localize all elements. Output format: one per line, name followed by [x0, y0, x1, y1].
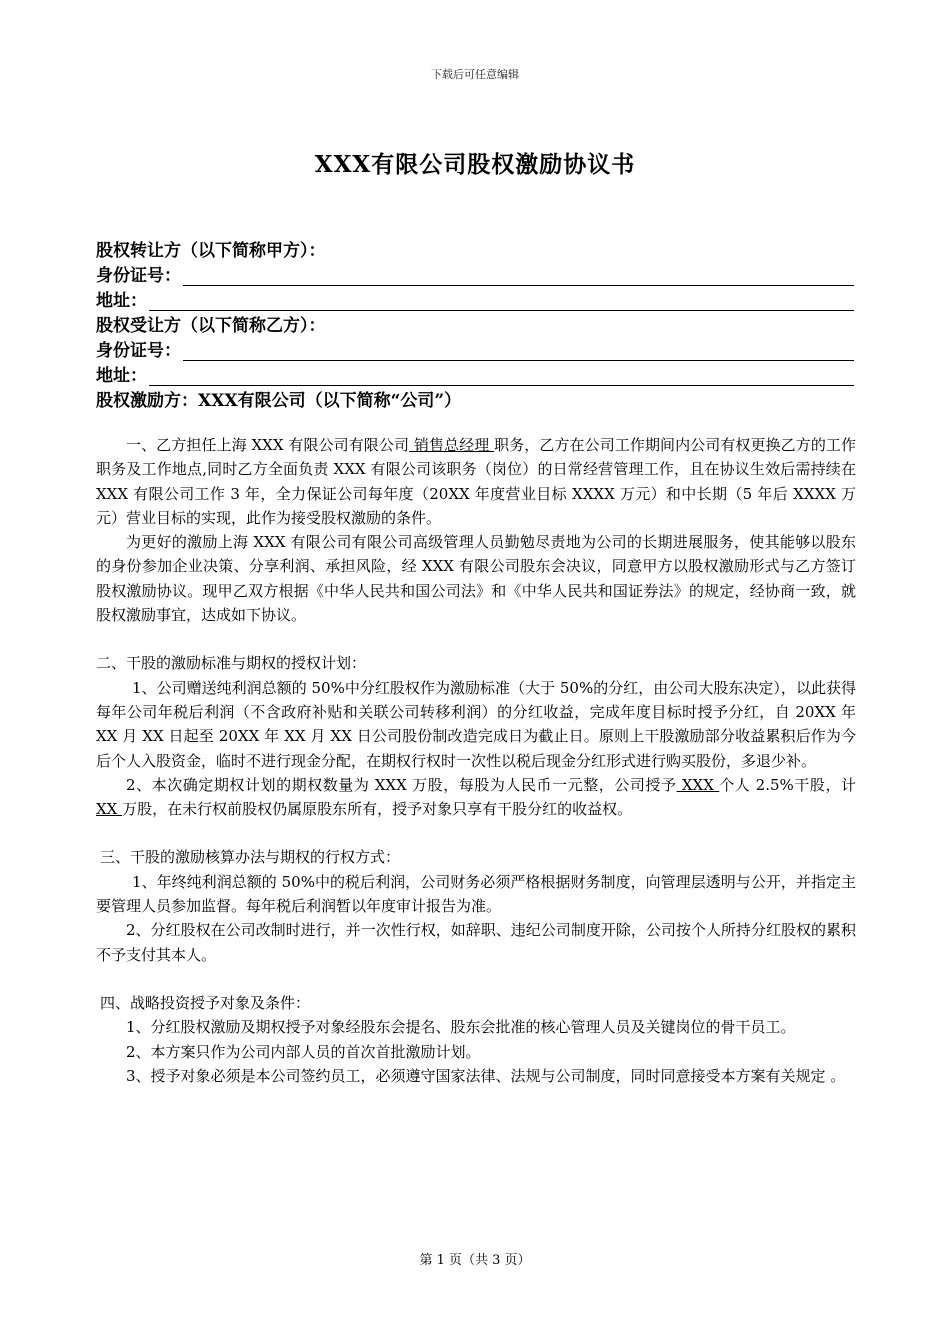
address-label-2: 地址： [96, 366, 147, 386]
section-2-item-1: 1、公司赠送纯利润总额的 50%中分红股权作为激励标准（大于 50%的分红，由公司大股东决定），以此获得每年公司年税后利润（不含政府补贴和关联公司转移利润）的分红收益，完成年度目标时授予分红，自 20XX 年 XX 月 XX 日起至 20XX 年 XX 月 XX 日公司股份制改造完成日为截止日。原则上干股激励部分收益累积后作为今后个人入股资金，临时不进行现金分配，在期权行权时一次性以税后现金分红形式进行购买股份，多退少补。 [96, 678, 856, 770]
section-1-paragraph-1 [96, 433, 856, 530]
section-2-heading: 二、干股的激励标准与期权的授权计划： [96, 654, 367, 673]
text-run: 2、本次确定期权计划的期权数量为 XXX 万股，每股为人民币一元整，公司授予 [126, 775, 677, 794]
section-4-item-2: 2、本方案只作为公司内部人员的首次首批激励计划。 [126, 1042, 481, 1061]
grantee-blank: XXX [676, 775, 720, 794]
address-blank-2 [149, 367, 854, 386]
section-4-item-3: 3、授予对象必须是本公司签约员工，必须遵守国家法律、法规与公司制度，同时同意接受本方案有关规定 。 [126, 1066, 846, 1085]
address-label-1: 地址： [96, 291, 147, 311]
text-run: 一、乙方担任上海 XXX 有限公司有限公司 [126, 436, 410, 454]
document-title: XXX有限公司股权激励协议书 [314, 151, 636, 178]
page-header: 下载后可任意编辑 [431, 68, 519, 81]
shares-blank: XX [96, 800, 123, 819]
section-2-item-2 [96, 773, 856, 822]
section-4-item-1: 1、分红股权激励及期权授予对象经股东会提名、股东会批准的核心管理人员及关键岗位的骨干员工。 [126, 1018, 796, 1037]
id-blank-2 [183, 342, 854, 361]
parties-block [96, 236, 854, 411]
page-footer: 第 1 页（共 3 页） [419, 1253, 531, 1268]
text-run: 个人 2.5%干股，计 [719, 775, 856, 794]
address-line-1 [96, 286, 854, 311]
agreement-body [96, 433, 856, 1088]
id-label-1: 身份证号： [96, 266, 181, 286]
section-3-heading: 三、干股的激励核算办法与期权的行权方式： [100, 848, 401, 867]
address-line-2 [96, 361, 854, 386]
id-line-2 [96, 336, 854, 361]
section-4-heading: 四、战略投资授予对象及条件： [100, 993, 311, 1012]
address-blank-1 [149, 292, 854, 311]
transferor-line [96, 236, 854, 261]
position-blank: 销售总经理 [409, 436, 495, 454]
transferee-label: 股权受让方（以下简称乙方）： [96, 316, 326, 336]
id-line-1 [96, 261, 854, 286]
section-1-paragraph-2: 为更好的激励上海 XXX 有限公司有限公司高级管理人员勤勉尽责地为公司的长期进展服务，使其能够以股东的身份参加企业决策、分享利润、承担风险，经 XXX 有限公司股东会决议，同意甲方以股权激励形式与乙方签订股权激励协议。现甲乙双方根据《中华人民共和国公司法》和《中华人民共和国证券法》的规定，经协商一致，就股权激励事宜，达成如下协议。 [96, 533, 856, 625]
text-run: 万股，在未行权前股权仍属原股东所有，授予对象只享有干股分红的收益权。 [122, 800, 633, 819]
section-3-item-2: 2、分红股权在公司改制时进行，并一次性行权，如辞职、违纪公司制度开除，公司按个人所持分红股权的累积不予支付其本人。 [96, 921, 856, 964]
transferee-line [96, 311, 854, 336]
section-3-item-1: 1、年终纯利润总额的 50%中的税后利润，公司财务必须严格根据财务制度，向管理层透明与公开，并指定主要管理人员参加监督。每年税后利润暂以年度审计报告为准。 [96, 872, 856, 916]
incentive-party-line [96, 386, 854, 411]
transferor-label: 股权转让方（以下简称甲方）： [96, 241, 326, 261]
id-label-2: 身份证号： [96, 341, 181, 361]
incentive-party-label: 股权激励方：XXX有限公司（以下简称“公司”） [96, 391, 462, 411]
text-run: 职务，乙方在公司工作期间内公司有权更换乙方的工作职务及工作地点,同时乙方全面负责 XXX 有限公司该职务（岗位）的日常经营管理工作，且在协议生效后需持续在 XXX 有限公司工作 3 年，全力保证公司每年度（20XX 年度营业目标 XXXX 万元）和中长期（5 年后 XXXX 万元）营业目标的实现，此作为接受股权激励的条件。 [96, 436, 856, 527]
id-blank-1 [183, 267, 854, 286]
